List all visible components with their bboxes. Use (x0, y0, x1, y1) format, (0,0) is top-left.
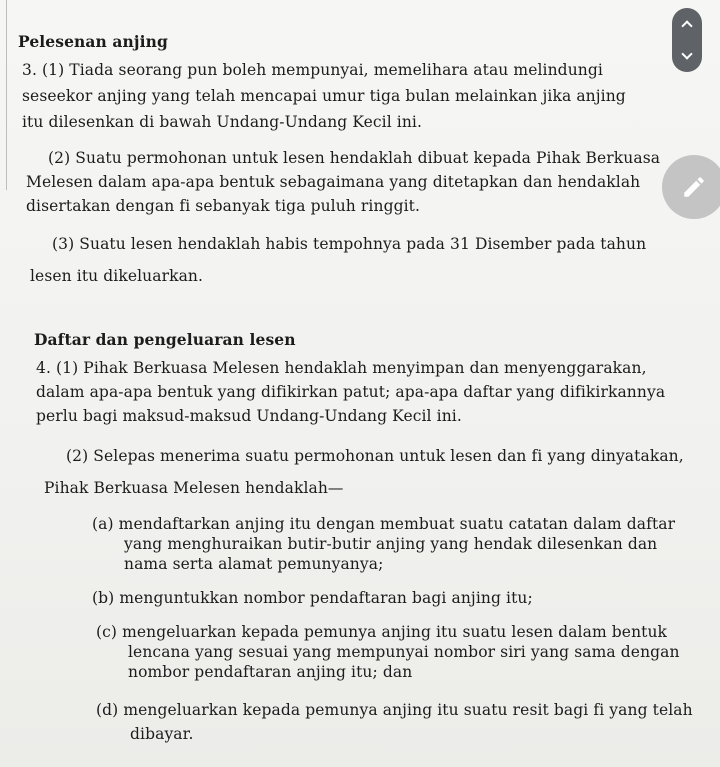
text-line: (2) Suatu permohonan untuk lesen hendaklah dibuat kepada Pihak Berkuasa (48, 149, 661, 167)
text-line: 4. (1) Pihak Berkuasa Melesen hendaklah menyimpan dan menyenggarakan, (36, 359, 647, 377)
text-line: dalam apa-apa bentuk yang difikirkan patut; apa-apa daftar yang difikirkannya (36, 383, 666, 401)
list-item-c: (c) mengeluarkan kepada pemunya anjing itu suatu lesen dalam bentuk (96, 623, 668, 641)
text-line: perlu bagi maksud-maksud Undang-Undang Kecil ini. (36, 407, 462, 425)
text-line: (3) Suatu lesen hendaklah habis tempohnya pada 31 Disember pada tahun (52, 235, 647, 253)
heading-daftar-dan-pengeluaran-lesen: Daftar dan pengeluaran lesen (34, 330, 296, 349)
list-item-a: (a) mendaftarkan anjing itu dengan membuat suatu catatan dalam daftar (92, 515, 676, 533)
edit-button[interactable] (662, 155, 720, 219)
text-line: nombor pendaftaran anjing itu; dan (128, 663, 413, 681)
text-line: 3. (1) Tiada seorang pun boleh mempunyai, memelihara atau melindungi (22, 61, 603, 79)
text-line: seseekor anjing yang telah mencapai umur tiga bulan melainkan jika anjing (22, 87, 626, 105)
pencil-icon (681, 174, 707, 200)
text-line: Melesen dalam apa-apa bentuk sebagaimana yang ditetapkan dan hendaklah (26, 173, 641, 191)
text-line: Pihak Berkuasa Melesen hendaklah— (44, 479, 344, 497)
text-line: dibayar. (130, 725, 194, 743)
text-line: yang menghuraikan butir-butir anjing yang hendak dilesenkan dan (124, 535, 658, 553)
text-line: (2) Selepas menerima suatu permohonan untuk lesen dan fi yang dinyatakan, (66, 447, 684, 465)
chevron-down-icon[interactable] (681, 48, 692, 59)
page-scroll-control (672, 8, 702, 72)
chevron-up-icon[interactable] (681, 20, 692, 31)
text-line: disertakan dengan fi sebanyak tiga puluh ringgit. (26, 197, 421, 215)
list-item-d: (d) mengeluarkan kepada pemunya anjing itu suatu resit bagi fi yang telah (96, 701, 693, 719)
text-line: lesen itu dikeluarkan. (30, 267, 204, 285)
list-item-b: (b) menguntukkan nombor pendaftaran bagi anjing itu; (92, 589, 533, 607)
text-line: nama serta alamat pemunyanya; (124, 555, 384, 573)
page-edge-line (6, 0, 7, 190)
text-line: lencana yang sesuai yang mempunyai nombor siri yang sama dengan (128, 643, 680, 661)
heading-pelesenan-anjing: Pelesenan anjing (18, 32, 168, 51)
text-line: itu dilesenkan di bawah Undang-Undang Kecil ini. (22, 113, 423, 131)
